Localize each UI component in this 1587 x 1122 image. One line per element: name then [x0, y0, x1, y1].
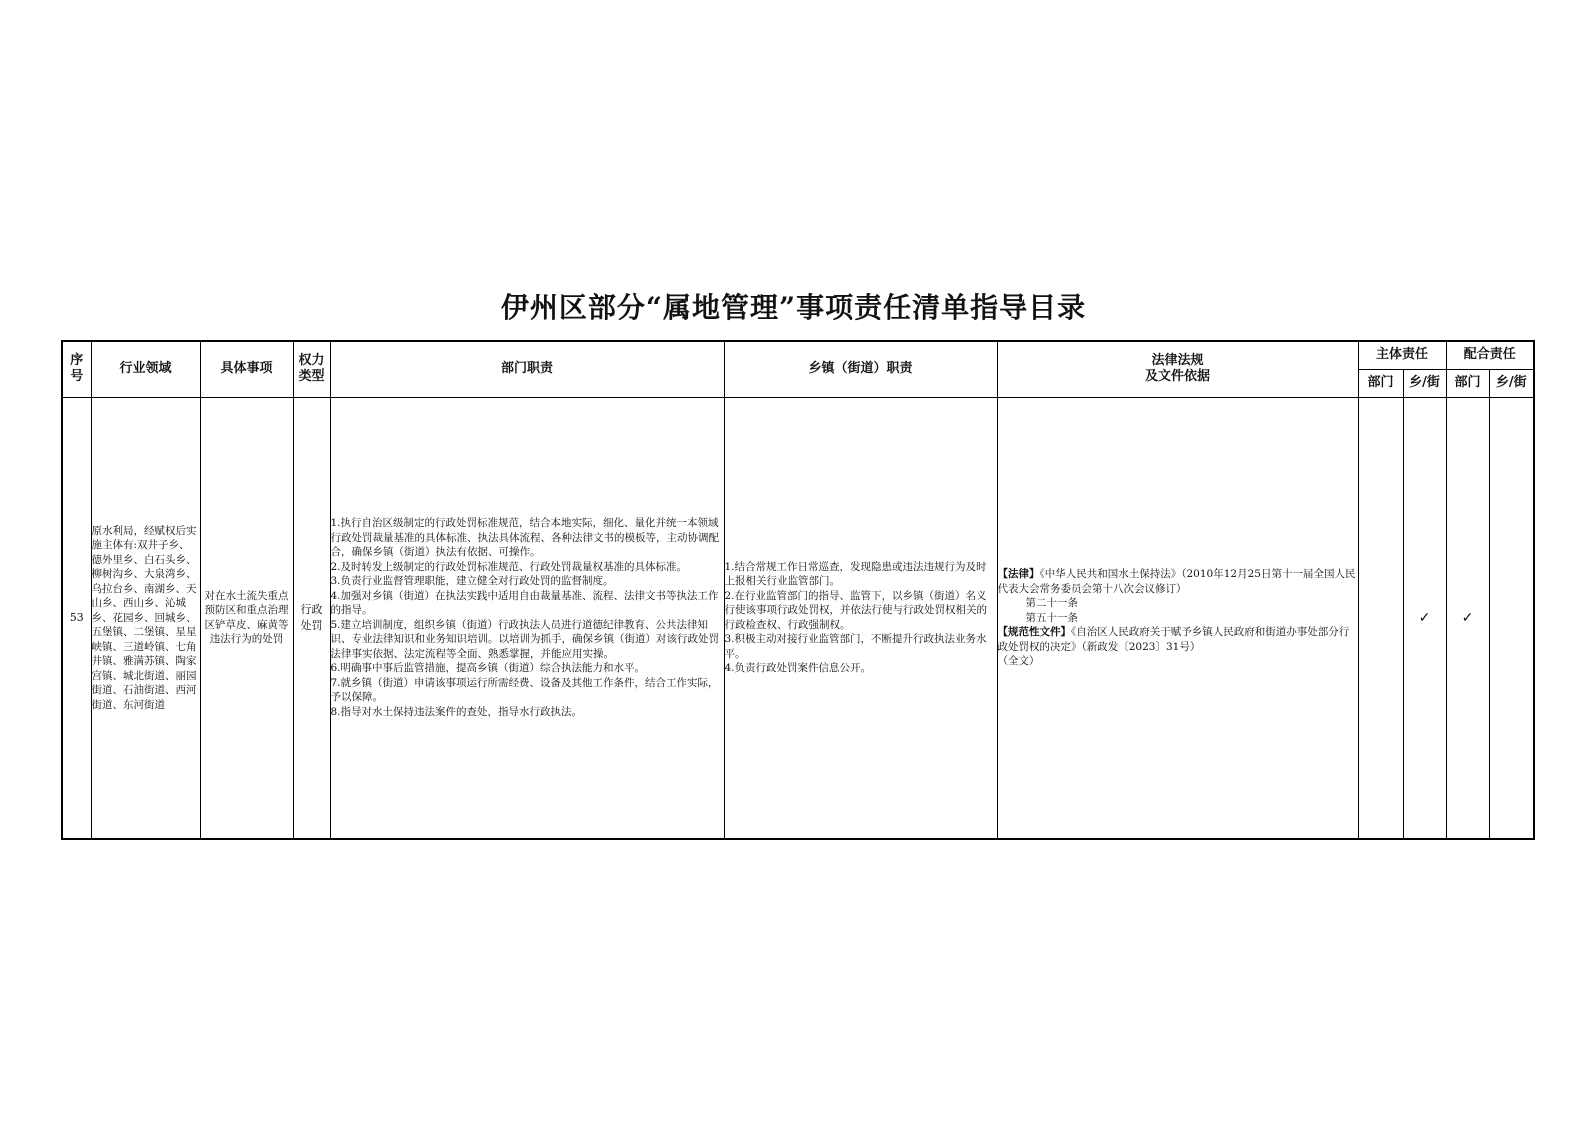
doc-label: 【规范性文件】: [997, 626, 1071, 638]
header-seq: 序 号: [62, 341, 91, 397]
header-main-dept: 部门: [1358, 369, 1403, 397]
dept-duty-item: 8.指导对水土保持违法案件的查处，指导水行政执法。: [330, 705, 583, 718]
town-duty-item: 2.在行业监管部门的指导、监管下，以乡镇（街道）名义行使该事项行政处罚权，并依法行使与行政处罚权相关的行政检查权、行政强制权。: [724, 589, 987, 631]
cell-type: 行政 处罚: [293, 397, 330, 839]
cell-main-dept: [1358, 397, 1403, 839]
dept-duty-item: 3.负责行业监督管理职能，建立健全对行政处罚的监督制度。: [330, 575, 614, 588]
header-coop-dept: 部门: [1446, 369, 1489, 397]
dept-duty-item: 7.就乡镇（街道）申请该事项运行所需经费、设备及其他工作条件，结合工作实际，予以保障。: [330, 676, 719, 704]
page-title: 伊州区部分“属地管理”事项责任清单指导目录: [500, 291, 1087, 324]
doc-scope: （全文）: [997, 655, 1040, 667]
responsibility-table: [61, 340, 1535, 840]
cell-area: 原水利局，经赋权后实施主体有:双井子乡、德外里乡、白石头乡、柳树沟乡、大泉湾乡、乌拉台乡、南湖乡、天山乡、西山乡、沁城乡、花园乡、回城乡、五堡镇、二堡镇、星星峡镇、三道岭镇、七角井镇、雅满苏镇、陶家宫镇、城北街道、丽园街道、石油街道、西河街道、东河街道: [91, 397, 200, 839]
dept-duty-item: 2.及时转发上级制定的行政处罚标准规范、行政处罚裁量权基准的具体标准。: [330, 560, 688, 573]
cell-coop-town: [1489, 397, 1534, 839]
town-duty-item: 1.结合常规工作日常巡查，发现隐患或违法违规行为及时上报相关行业监管部门。: [724, 560, 987, 588]
header-law: 法律法规 及文件依据: [997, 341, 1358, 397]
header-type: 权力 类型: [293, 341, 330, 397]
cell-dept-duty: [330, 397, 724, 839]
dept-duty-item: 4.加强对乡镇（街道）在执法实践中适用自由裁量基准、流程、法律文书等执法工作的指导。: [330, 589, 719, 617]
dept-duty-item: 5.建立培训制度，组织乡镇（街道）行政执法人员进行道德纪律教育、公共法律知识、专业法律知识和业务知识培训。以培训为抓手，确保乡镇（街道）对该行政处罚法律事实依据、法定流程等全面、熟悉掌握，并能应用实操。: [330, 618, 719, 660]
cell-item: 对在水土流失重点预防区和重点治理区铲草皮、麻黄等违法行为的处罚: [200, 397, 293, 839]
law-article: 第五十一条: [1025, 611, 1078, 624]
cell-town-duty: [724, 397, 997, 839]
law-entry: [998, 567, 1358, 596]
doc-entry: [998, 625, 1358, 654]
table-row: [62, 397, 1534, 839]
header-dept-duty: 部门职责: [330, 341, 724, 397]
dept-duty-item: 1.执行自治区级制定的行政处罚标准规范，结合本地实际，细化、量化并统一本领域行政处罚裁量基准的具体标准、执法具体流程、各种法律文书的模板等，主动协调配合，确保乡镇（街道）执法有依据、可操作。: [330, 517, 719, 559]
doc-text: 《自治区人民政府关于赋予乡镇人民政府和街道办事处部分行政处罚权的决定》（新政发〔2023〕31号）: [997, 626, 1350, 653]
town-duty-item: 4.负责行政处罚案件信息公开。: [724, 662, 872, 675]
cell-law-basis: [997, 397, 1358, 839]
dept-duty-item: 6.明确事中事后监管措施，提高乡镇（街道）综合执法能力和水平。: [330, 662, 646, 675]
header-coop-resp: 配合责任: [1446, 341, 1534, 369]
header-coop-town: 乡/街: [1489, 369, 1534, 397]
header-main-resp: 主体责任: [1358, 341, 1446, 369]
header-item: 具体事项: [200, 341, 293, 397]
cell-coop-dept-check-icon: ✓: [1446, 397, 1489, 839]
header-town-duty: 乡镇（街道）职责: [724, 341, 997, 397]
law-label: 【法律】: [997, 568, 1040, 580]
cell-main-town-check-icon: ✓: [1403, 397, 1446, 839]
law-article: 第二十一条: [1025, 597, 1078, 609]
cell-seq: 53: [62, 397, 91, 839]
header-main-town: 乡/街: [1403, 369, 1446, 397]
header-area: 行业领域: [91, 341, 200, 397]
town-duty-item: 3.积极主动对接行业监管部门，不断提升行政执法业务水平。: [724, 633, 987, 660]
law-text: 《中华人民共和国水土保持法》（2010年12月25日第十一届全国人民代表大会常务委员会第十八次会议修订）: [997, 568, 1356, 595]
